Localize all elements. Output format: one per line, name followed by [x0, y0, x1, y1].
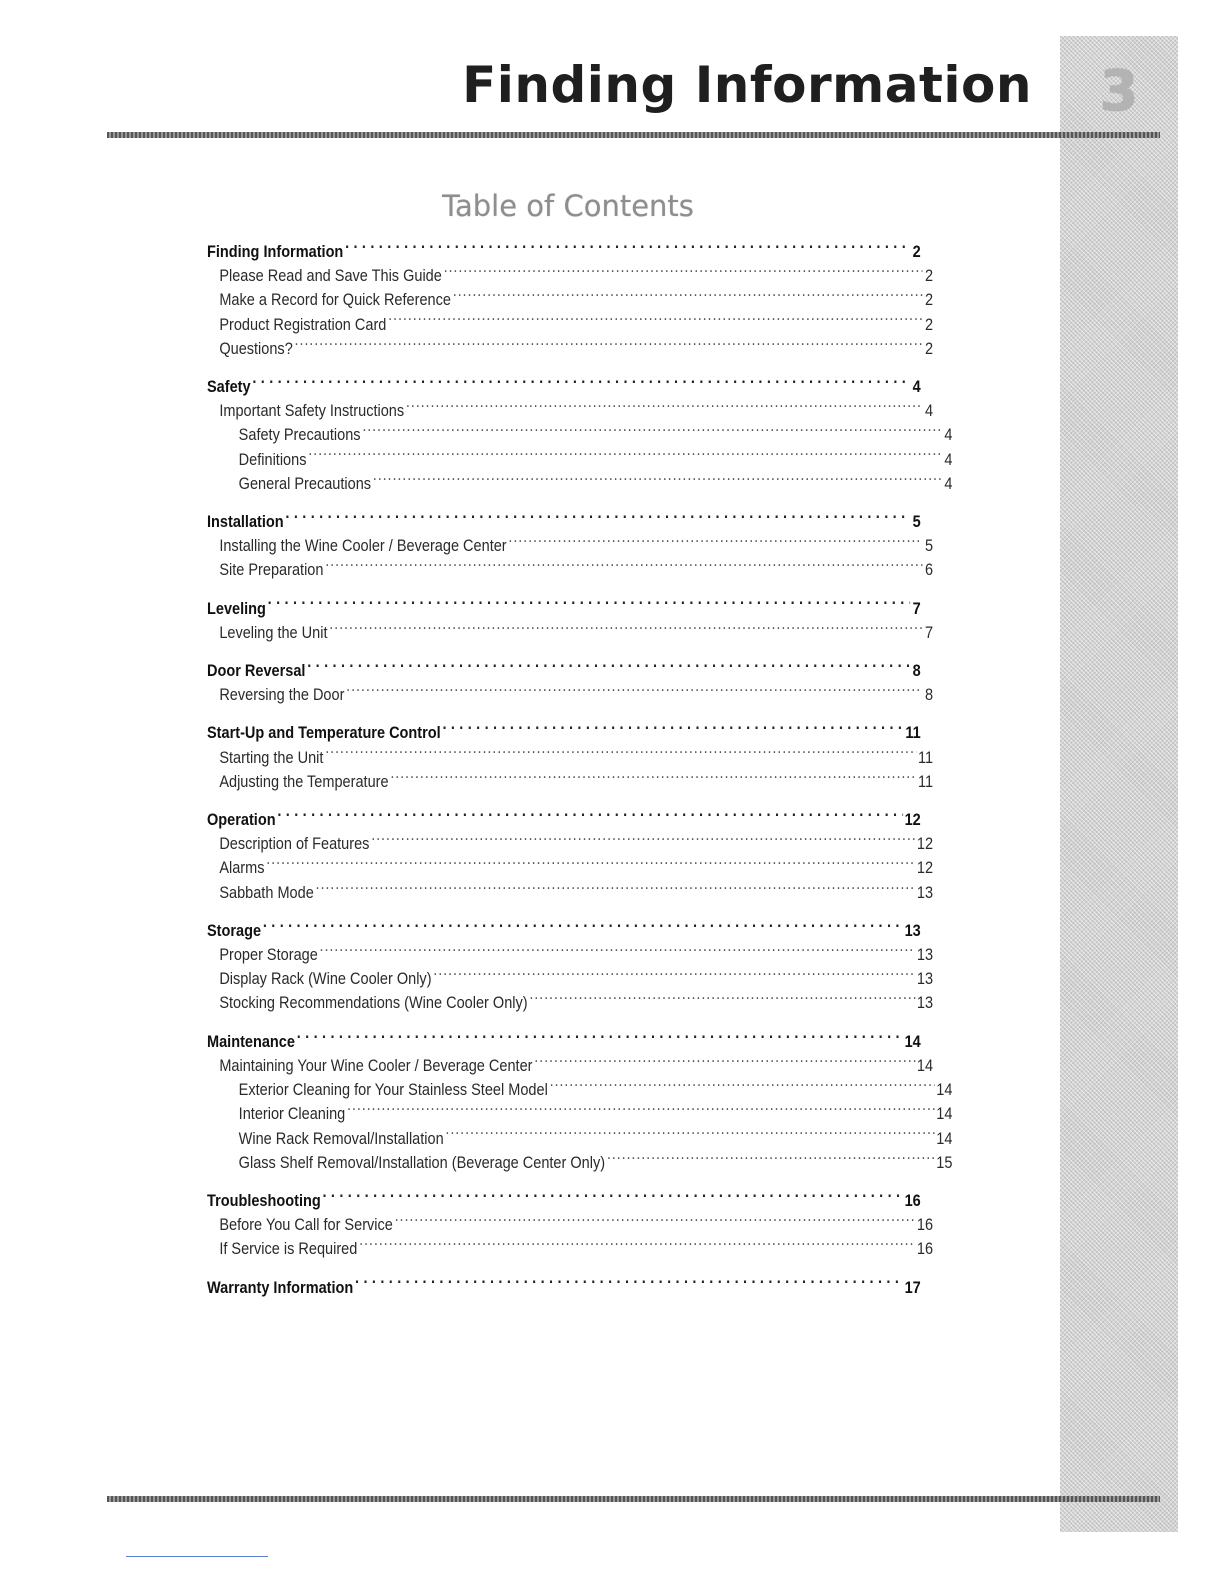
toc-entry-title: Product Registration Card — [219, 315, 387, 334]
toc-entry-page: 13 — [916, 883, 934, 902]
toc-entry-page: 14 — [936, 1081, 953, 1100]
toc-entry-title: Starting the Unit — [219, 748, 324, 767]
dot-leader — [297, 1030, 903, 1047]
toc-section — [207, 597, 934, 645]
page-title: Finding Information — [462, 56, 1032, 114]
toc-entry-title: Questions? — [219, 339, 293, 358]
toc-entry-page: 8 — [912, 662, 921, 681]
dot-leader — [307, 660, 910, 677]
toc-entry-title: Before You Call for Service — [219, 1216, 393, 1235]
toc-entry-title: Maintaining Your Wine Cooler / Beverage Center — [219, 1056, 533, 1075]
toc-section — [207, 240, 934, 361]
toc-heading: Table of Contents — [442, 189, 694, 223]
toc-entry[interactable] — [207, 943, 933, 967]
toc-entry-page: 2 — [924, 291, 934, 310]
dot-leader — [347, 1103, 935, 1120]
toc-entry-page: 17 — [904, 1278, 921, 1297]
dot-leader — [355, 1276, 903, 1293]
toc-entry-title: Storage — [207, 921, 262, 940]
toc-entry[interactable] — [207, 264, 933, 288]
dot-leader — [308, 448, 942, 465]
toc-entry-title: Exterior Cleaning for Your Stainless Steel Model — [238, 1081, 548, 1100]
dot-leader — [320, 944, 916, 961]
dot-leader — [266, 857, 915, 874]
toc-entry[interactable] — [207, 991, 933, 1015]
toc-section — [207, 1030, 953, 1175]
toc-entry-page: 6 — [924, 561, 934, 580]
toc-entry[interactable] — [207, 337, 933, 361]
toc-entry[interactable] — [207, 423, 952, 447]
toc-entry[interactable] — [207, 1078, 952, 1102]
dot-leader — [325, 559, 922, 576]
toc-section — [207, 919, 934, 1016]
header-rule — [107, 132, 1160, 138]
toc-entry-page: 14 — [904, 1032, 921, 1051]
toc-section — [207, 808, 934, 905]
dot-leader — [534, 1054, 915, 1071]
toc-entry[interactable] — [207, 399, 933, 423]
toc-entry-page: 4 — [944, 474, 953, 493]
toc-entry[interactable] — [207, 1237, 933, 1261]
toc-entry-title: If Service is Required — [219, 1240, 358, 1259]
toc-section-heading[interactable] — [207, 510, 921, 534]
toc-entry-title: Glass Shelf Removal/Installation (Beverage Center Only) — [238, 1153, 606, 1172]
toc-section — [207, 659, 934, 707]
dot-leader — [508, 535, 922, 552]
dot-leader — [453, 289, 923, 306]
toc-entry-title: Installing the Wine Cooler / Beverage Center — [219, 537, 507, 556]
dot-leader — [295, 337, 923, 354]
toc-entry-page: 11 — [917, 772, 934, 791]
toc-entry-page: 2 — [924, 315, 934, 334]
toc-entry-title: Description of Features — [219, 835, 370, 854]
toc-entry[interactable] — [207, 832, 933, 856]
toc-entry-title: Stocking Recommendations (Wine Cooler Only) — [219, 994, 528, 1013]
toc-entry-page: 5 — [924, 537, 934, 556]
toc-entry-page: 12 — [916, 859, 934, 878]
toc-entry[interactable] — [207, 621, 933, 645]
toc-entry-title: Leveling the Unit — [219, 623, 328, 642]
dot-leader — [345, 241, 910, 258]
toc-entry-page: 14 — [936, 1129, 953, 1148]
toc-entry[interactable] — [207, 1151, 952, 1175]
toc-entry[interactable] — [207, 1054, 933, 1078]
toc-section-heading[interactable] — [207, 1030, 921, 1054]
toc-entry-page: 13 — [904, 921, 921, 940]
toc-entry-page: 2 — [924, 339, 934, 358]
toc-entry-title: Maintenance — [207, 1032, 295, 1051]
toc-entry-title: Operation — [207, 811, 276, 830]
toc-section-heading[interactable] — [207, 375, 921, 399]
toc-entry-page: 4 — [924, 402, 934, 421]
toc-entry-page: 16 — [916, 1216, 934, 1235]
toc-entry[interactable] — [207, 534, 933, 558]
toc-entry[interactable] — [207, 1213, 933, 1237]
toc-entry-title: Troubleshooting — [207, 1191, 321, 1210]
toc-entry-title: Safety — [207, 378, 251, 397]
toc-entry-title: Sabbath Mode — [219, 883, 314, 902]
toc-section — [207, 375, 953, 496]
dot-leader — [445, 1127, 934, 1144]
dot-leader — [529, 992, 915, 1009]
toc-entry[interactable] — [207, 856, 933, 880]
toc-section — [207, 721, 934, 794]
toc-entry-page: 13 — [916, 946, 934, 965]
toc-entry-title: Proper Storage — [219, 946, 318, 965]
toc-entry-page: 7 — [912, 599, 921, 618]
chapter-side-tab — [1060, 36, 1178, 1532]
toc-entry[interactable] — [207, 313, 933, 337]
toc-entry-page: 16 — [904, 1191, 921, 1210]
toc-section-heading[interactable] — [207, 597, 921, 621]
toc-entry-page: 16 — [916, 1240, 934, 1259]
toc-entry[interactable] — [207, 1102, 952, 1126]
page-number: 3 — [1099, 59, 1139, 124]
toc-entry[interactable] — [207, 288, 933, 312]
toc-entry-title: Alarms — [219, 859, 265, 878]
toc-section — [207, 1189, 934, 1262]
table-of-contents — [207, 240, 953, 1314]
toc-entry-title: Adjusting the Temperature — [219, 772, 389, 791]
toc-section-heading[interactable] — [207, 808, 921, 832]
toc-entry[interactable] — [207, 967, 933, 991]
dot-leader — [371, 833, 915, 850]
toc-entry-page: 14 — [936, 1105, 953, 1124]
dot-leader — [362, 424, 942, 441]
toc-entry-page: 4 — [944, 426, 953, 445]
dot-leader — [359, 1238, 915, 1255]
toc-entry-page: 12 — [904, 811, 921, 830]
toc-entry[interactable] — [207, 683, 933, 707]
dot-leader — [285, 511, 910, 528]
toc-entry[interactable] — [207, 770, 933, 794]
toc-entry-page: 11 — [917, 748, 934, 767]
toc-entry-title: Important Safety Instructions — [219, 402, 405, 421]
dot-leader — [325, 746, 916, 763]
toc-entry-page: 8 — [924, 686, 934, 705]
toc-entry[interactable] — [207, 1127, 952, 1151]
toc-entry-title: Please Read and Save This Guide — [219, 267, 442, 286]
toc-section-heading[interactable] — [207, 919, 921, 943]
toc-entry-page: 5 — [912, 513, 921, 532]
toc-entry[interactable] — [207, 558, 933, 582]
toc-section-heading[interactable] — [207, 659, 921, 683]
toc-entry-page: 4 — [912, 378, 921, 397]
toc-entry[interactable] — [207, 472, 952, 496]
toc-entry-page: 14 — [916, 1056, 934, 1075]
dot-leader — [607, 1151, 935, 1168]
toc-entry-title: Interior Cleaning — [238, 1105, 346, 1124]
toc-section-heading[interactable] — [207, 1276, 921, 1300]
toc-section — [207, 1276, 921, 1300]
dot-leader — [388, 313, 922, 330]
toc-entry-page: 2 — [924, 267, 934, 286]
footer-link-underline — [126, 1556, 268, 1557]
toc-entry-title: Installation — [207, 513, 284, 532]
toc-entry-title: Safety Precautions — [238, 426, 361, 445]
toc-section-heading[interactable] — [207, 721, 921, 745]
dot-leader — [444, 265, 923, 282]
toc-entry-title: Wine Rack Removal/Installation — [238, 1129, 444, 1148]
toc-entry-title: Make a Record for Quick Reference — [219, 291, 451, 310]
dot-leader — [323, 1189, 903, 1206]
dot-leader — [268, 597, 911, 614]
toc-entry-title: Display Rack (Wine Cooler Only) — [219, 970, 432, 989]
dot-leader — [316, 881, 916, 898]
dot-leader — [406, 400, 923, 417]
dot-leader — [329, 621, 922, 638]
toc-entry-page: 2 — [912, 243, 921, 261]
toc-entry-title: Finding Information — [207, 243, 344, 261]
toc-entry-page: 11 — [905, 724, 921, 743]
toc-section — [207, 510, 934, 583]
toc-entry-page: 15 — [936, 1153, 953, 1172]
dot-leader — [277, 809, 903, 826]
toc-entry-title: Site Preparation — [219, 561, 324, 580]
dot-leader — [395, 1214, 916, 1231]
dot-leader — [433, 968, 915, 985]
dot-leader — [390, 770, 916, 787]
footer-rule — [107, 1496, 1160, 1502]
toc-entry-title: Definitions — [238, 450, 307, 469]
toc-entry-page: 4 — [944, 450, 953, 469]
toc-entry[interactable] — [207, 448, 952, 472]
toc-entry-title: Leveling — [207, 599, 266, 618]
toc-entry-page: 7 — [924, 623, 934, 642]
toc-section-heading[interactable] — [207, 1189, 921, 1213]
dot-leader — [373, 472, 942, 489]
toc-entry-title: General Precautions — [238, 474, 372, 493]
toc-section-heading[interactable] — [207, 240, 921, 264]
toc-entry[interactable] — [207, 881, 933, 905]
dot-leader — [263, 919, 903, 936]
dot-leader — [252, 376, 910, 393]
dot-leader — [442, 722, 903, 739]
toc-entry-title: Door Reversal — [207, 662, 306, 681]
toc-entry-page: 13 — [916, 994, 934, 1013]
toc-entry-title: Reversing the Door — [219, 686, 345, 705]
dot-leader — [550, 1079, 935, 1096]
toc-entry-title: Start-Up and Temperature Control — [207, 724, 441, 743]
toc-entry-page: 13 — [916, 970, 934, 989]
toc-entry[interactable] — [207, 746, 933, 770]
dot-leader — [346, 684, 922, 701]
toc-entry-title: Warranty Information — [207, 1278, 354, 1297]
toc-entry-page: 12 — [916, 835, 934, 854]
